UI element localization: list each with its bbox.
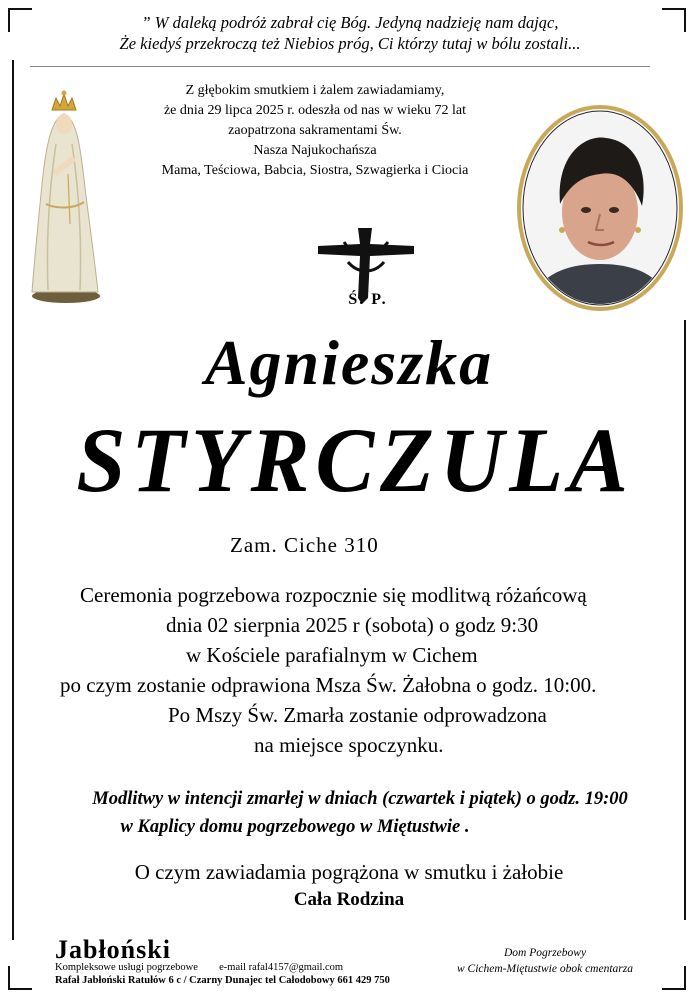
funeral-home-info xyxy=(55,935,435,987)
frame-right-bottom xyxy=(684,966,686,990)
frame-bottom-right xyxy=(662,988,686,990)
poem-line-2: Że kiedyś przekroczą też Niebios próg, Ci którzy tutaj w bólu zostali... xyxy=(119,34,581,53)
deceased-address: Zam. Ciche 310 xyxy=(230,533,379,557)
ceremony-line-5: Po Mszy Św. Zmarła zostanie odprowadzona xyxy=(168,703,547,727)
family-signature: Cała Rodzina xyxy=(293,889,405,910)
frame-bottom-left xyxy=(8,988,32,990)
funeral-home-services xyxy=(55,961,435,974)
frame-top-line xyxy=(30,66,650,67)
prayers-text xyxy=(20,785,698,841)
funeral-home-location xyxy=(440,945,650,977)
prayers-line-1: Modlitwy w intencji zmarłej w dniach (czwartek i piątek) o godz. 19:00 xyxy=(92,789,628,809)
notice-line-3: zaopatrzona sakramentami Św. xyxy=(228,123,402,138)
ceremony-text xyxy=(40,580,698,760)
notice-text xyxy=(95,81,535,181)
ceremony-line-3: w Kościele parafialnym w Cichem xyxy=(186,643,478,667)
funeral-home-address: Rafał Jabłoński Ratułów 6 c / Czarny Dunajec tel Całodobowy 661 429 750 xyxy=(55,975,390,986)
frame-left-bottom xyxy=(8,966,10,990)
funeral-home-brand: Jabłoński xyxy=(55,935,171,964)
family-line-1: O czym zawiadamia pogrążona w smutku i żałobie xyxy=(134,860,564,884)
home-line-2: w Cichem-Miętustwie obok cmentarza xyxy=(457,963,633,975)
notice-line-4: Nasza Najukochańsza xyxy=(253,143,377,158)
notice-line-5: Mama, Teściowa, Babcia, Siostra, Szwagierka i Ciocia xyxy=(161,163,469,178)
sp-label: Ś. P. xyxy=(348,291,388,308)
poem xyxy=(30,12,670,54)
ceremony-line-2: dnia 02 sierpnia 2025 r (sobota) o godz 9:30 xyxy=(166,613,539,637)
ceremony-line-4: po czym zostanie odprawiona Msza Św. Żałobna o godz. 10:00. xyxy=(60,673,597,697)
deceased-first-name: Agnieszka xyxy=(204,327,494,398)
ceremony-line-1: Ceremonia pogrzebowa rozpocznie się modlitwą różańcową xyxy=(80,583,587,607)
frame-top-right xyxy=(662,8,686,10)
madonna-statue-image xyxy=(16,84,106,304)
prayers-line-2: w Kaplicy domu pogrzebowego w Miętustwie . xyxy=(120,817,470,837)
notice-line-1: Z głębokim smutkiem i żalem zawiadamiamy, xyxy=(185,83,445,98)
frame-left-line xyxy=(12,60,14,940)
ceremony-line-6: na miejsce spoczynku. xyxy=(254,733,444,757)
deceased-surname: STYRCZULA xyxy=(76,409,634,511)
frame-left-top xyxy=(8,8,10,32)
poem-line-1: ” W daleką podróż zabrał cię Bóg. Jedyną nadzieję nam dając, xyxy=(141,13,559,32)
frame-right-top xyxy=(684,8,686,32)
notice-line-2: że dnia 29 lipca 2025 r. odeszła od nas w wieku 72 lat xyxy=(163,103,467,118)
services-text: Kompleksowe usługi pogrzebowe xyxy=(55,962,198,973)
family-text xyxy=(0,858,698,914)
frame-top-left xyxy=(8,8,32,10)
portrait-photo xyxy=(516,104,684,312)
email-text: e-mail rafal4157@gmail.com xyxy=(219,962,344,973)
home-line-1: Dom Pogrzebowy xyxy=(503,947,587,959)
